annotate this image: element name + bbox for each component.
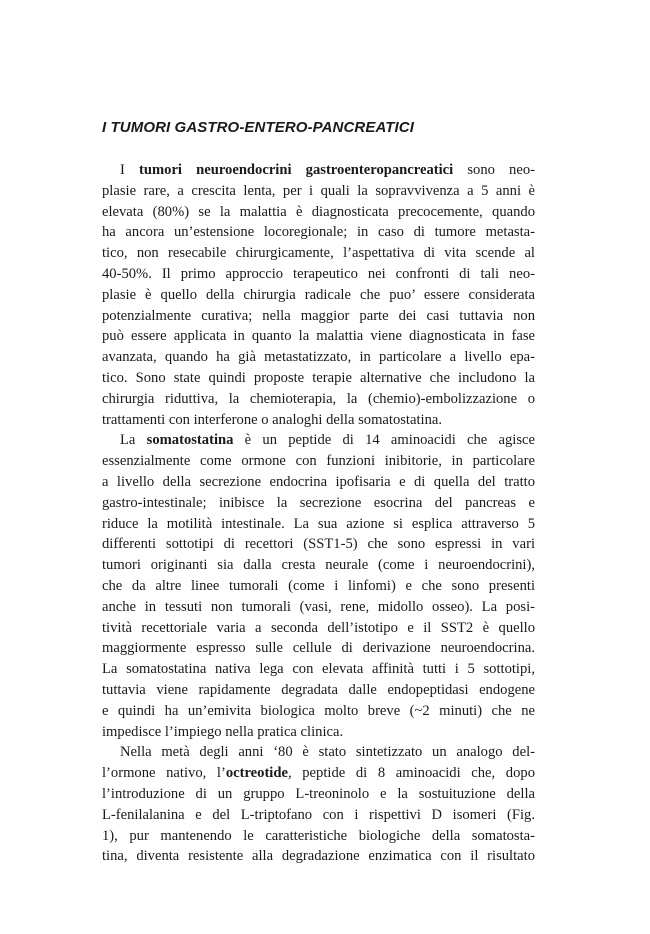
text-line bbox=[102, 243, 535, 264]
text-run: maggiormente espresso sulle cellule di derivazione neuroendocrina. bbox=[102, 640, 535, 657]
text-run: trattamenti con interferone o analoghi della somatostatina. bbox=[102, 411, 442, 428]
body-text bbox=[102, 160, 535, 867]
text-run: differenti sottotipi di recettori (SST1-5) che sono espressi in vari bbox=[102, 536, 535, 553]
text-line bbox=[102, 826, 535, 847]
text-line bbox=[102, 347, 535, 368]
text-run: tività recettoriale varia a seconda dell’istotipo e il SST2 è quello bbox=[102, 619, 535, 636]
text-run: L-fenilalanina e del L-triptofano con i rispettivi D isomeri (Fig. bbox=[102, 806, 535, 823]
text-line bbox=[102, 722, 535, 743]
text-line bbox=[102, 555, 535, 576]
text-line bbox=[102, 202, 535, 223]
text-run: La somatostatina nativa lega con elevata affinità tutti i 5 sottotipi, bbox=[102, 661, 535, 678]
text-line bbox=[102, 597, 535, 618]
text-line bbox=[102, 659, 535, 680]
text-line bbox=[102, 680, 535, 701]
text-line bbox=[102, 493, 535, 514]
text-run: è un peptide di 14 aminoacidi che agisce bbox=[233, 432, 535, 449]
text-line bbox=[102, 701, 535, 722]
text-line bbox=[102, 763, 535, 784]
text-run: tico, non resecabile chirurgicamente, l’aspettativa di vita scende al bbox=[102, 245, 535, 262]
text-run: l’introduzione di un gruppo L-treoninolo e la sostuituzione della bbox=[102, 785, 535, 802]
text-run: gastro-intestinale; inibisce la secrezione esocrina del pancreas e bbox=[102, 494, 535, 511]
text-run: tina, diventa resistente alla degradazione enzimatica con il risultato bbox=[102, 848, 535, 865]
text-run: potenzialmente curativa; nella maggior parte dei casi tuttavia non bbox=[102, 307, 535, 324]
text-run: Nella metà degli anni ‘80 è stato sintetizzato un analogo del- bbox=[120, 744, 535, 761]
text-run: sono neo- bbox=[453, 162, 535, 178]
text-run: l’ormone nativo, l’ bbox=[102, 765, 226, 782]
text-run: tuttavia viene rapidamente degradata dalle endopeptidasi endogene bbox=[102, 681, 535, 698]
text-run: , peptide di 8 aminoacidi che, dopo bbox=[287, 765, 535, 782]
bold-term: octreotide bbox=[225, 765, 288, 782]
text-line bbox=[102, 285, 535, 306]
text-run: chirurgia riduttiva, la chemioterapia, la (chemio)-embolizzazione o bbox=[102, 390, 535, 407]
text-line bbox=[102, 160, 535, 181]
text-line bbox=[102, 389, 535, 410]
text-line bbox=[102, 410, 535, 431]
text-run: ha ancora un’estensione locoregionale; in caso di tumore metasta- bbox=[102, 224, 535, 241]
text-line bbox=[102, 534, 535, 555]
text-line bbox=[102, 368, 535, 389]
text-run: e quindi ha un’emivita biologica molto breve (~2 minuti) che ne bbox=[102, 702, 535, 719]
text-line bbox=[102, 430, 535, 451]
paragraph bbox=[102, 430, 535, 742]
text-run: 40-50%. Il primo approccio terapeutico nei confronti di tali neo- bbox=[102, 265, 535, 282]
text-line bbox=[102, 306, 535, 327]
text-line bbox=[102, 472, 535, 493]
bold-term: somatostatina bbox=[146, 432, 234, 449]
text-line bbox=[102, 638, 535, 659]
text-line bbox=[102, 784, 535, 805]
text-run: impedisce l’impiego nella pratica clinica. bbox=[102, 723, 344, 740]
text-line bbox=[102, 805, 535, 826]
text-run: riduce la motilità intestinale. La sua azione si esplica attraverso 5 bbox=[102, 515, 535, 532]
section-title: I TUMORI GASTRO-ENTERO-PANCREATICI bbox=[102, 119, 414, 136]
text-run: che da altre linee tumorali (come i linfomi) e che sono presenti bbox=[102, 577, 535, 594]
text-run: 1), pur mantenendo le caratteristiche biologiche della somatosta- bbox=[102, 827, 535, 844]
text-run: plasie rare, a crescita lenta, per i quali la sopravvivenza a 5 anni è bbox=[102, 182, 535, 199]
text-line bbox=[102, 222, 535, 243]
text-line bbox=[102, 618, 535, 639]
text-line bbox=[102, 451, 535, 472]
text-run: a livello della secrezione endocrina ipofisaria e di quella del tratto bbox=[102, 473, 535, 490]
paragraph bbox=[102, 160, 535, 430]
text-line bbox=[102, 264, 535, 285]
text-line bbox=[102, 326, 535, 347]
text-run: I bbox=[120, 162, 140, 178]
text-run: può essere applicata in quanto la malattia viene diagnosticata in fase bbox=[102, 328, 535, 345]
text-run: tico. Sono state quindi proposte terapie alternative che includono la bbox=[102, 369, 535, 386]
page bbox=[102, 118, 535, 867]
text-run: essenzialmente come ormone con funzioni inibitorie, in particolare bbox=[102, 453, 535, 470]
text-run: elevata (80%) se la malattia è diagnosticata precocemente, quando bbox=[102, 203, 535, 220]
text-run: avanzata, quando ha già metastatizzato, in particolare a livello epa- bbox=[102, 349, 535, 366]
text-line bbox=[102, 181, 535, 202]
text-line bbox=[102, 576, 535, 597]
bold-term: tumori neuroendocrini gastroenteropancreatici bbox=[139, 162, 454, 178]
text-line bbox=[102, 742, 535, 763]
paragraph bbox=[102, 742, 535, 867]
text-run: plasie è quello della chirurgia radicale che puo’ essere considerata bbox=[102, 286, 535, 303]
text-run: tumori originanti sia dalla cresta neurale (come i neuroendocrini), bbox=[102, 557, 535, 574]
text-run: La bbox=[120, 432, 147, 449]
text-line bbox=[102, 514, 535, 535]
text-run: anche in tessuti non tumorali (vasi, rene, midollo osseo). La posi- bbox=[102, 598, 535, 615]
text-line bbox=[102, 846, 535, 867]
